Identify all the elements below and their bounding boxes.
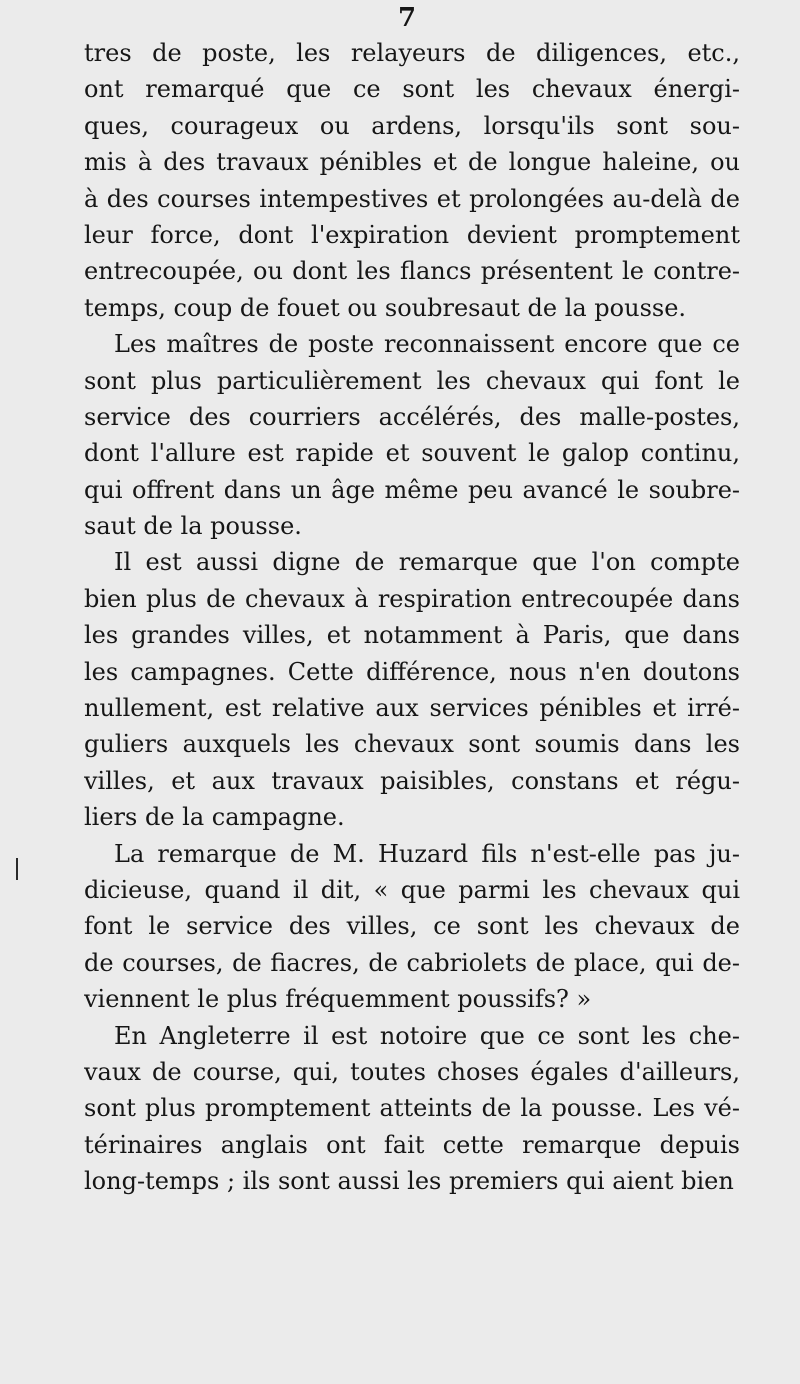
paragraph <box>84 326 740 544</box>
text-line: saut de la pousse. <box>84 512 302 541</box>
page-number: 7 <box>398 3 417 33</box>
text-line: térinaires anglais ont fait cette remarque depuis <box>84 1130 740 1159</box>
text-line: bien plus de chevaux à respiration entrecoupée dans <box>84 584 740 613</box>
text-line: sont plus particulièrement les chevaux qui font le <box>84 366 740 395</box>
text-line: long-temps ; ils sont aussi les premiers qui aient bien <box>84 1167 734 1196</box>
text-line: Il est aussi digne de remarque que l'on compte <box>114 548 740 577</box>
text-line: tres de poste, les relayeurs de diligences, etc., <box>84 39 740 67</box>
text-line: qui offrent dans un âge même peu avancé le soubre- <box>84 475 740 504</box>
text-line: entrecoupée, ou dont les flancs présentent le contre- <box>84 257 740 286</box>
text-line: vaux de course, qui, toutes choses égales d'ailleurs, <box>84 1057 740 1086</box>
text-line: nullement, est relative aux services pénibles et irré- <box>84 694 740 723</box>
text-line: à des courses intempestives et prolongées au-delà de <box>84 184 740 213</box>
paragraph <box>84 1018 740 1200</box>
text-line: La remarque de M. Huzard fils n'est-elle pas ju- <box>114 839 740 868</box>
text-line: sont plus promptement atteints de la pousse. Les vé- <box>84 1094 740 1123</box>
text-line: service des courriers accélérés, des malle-postes, <box>84 402 740 431</box>
text-line: liers de la campagne. <box>84 803 345 832</box>
text-line: En Angleterre il est notoire que ce sont les che- <box>114 1021 740 1050</box>
text-line: Les maîtres de poste reconnaissent encore que ce <box>114 330 740 359</box>
text-line: ques, courageux ou ardens, lorsqu'ils sont sou- <box>84 111 740 140</box>
text-line: viennent le plus fréquemment poussifs? » <box>84 985 592 1014</box>
text-line: dont l'allure est rapide et souvent le galop continu, <box>84 439 740 468</box>
text-line: les grandes villes, et notamment à Paris, que dans <box>84 621 740 650</box>
text-line: villes, et aux travaux paisibles, constans et régu- <box>84 766 740 795</box>
text-line: ont remarqué que ce sont les chevaux énergi- <box>84 75 740 104</box>
paragraph <box>84 836 740 1018</box>
text-line: leur force, dont l'expiration devient promptement <box>84 220 740 249</box>
text-line: dicieuse, quand il dit, « que parmi les chevaux qui <box>84 875 740 904</box>
margin-mark <box>16 858 18 880</box>
text-line: guliers auxquels les chevaux sont soumis dans les <box>84 730 740 759</box>
paragraph <box>84 544 740 835</box>
body-text <box>84 35 740 1200</box>
text-line: de courses, de fiacres, de cabriolets de place, qui de- <box>84 948 740 977</box>
text-line: font le service des villes, ce sont les chevaux de <box>84 912 740 941</box>
text-line: les campagnes. Cette différence, nous n'en doutons <box>84 657 740 686</box>
paragraph <box>84 35 740 326</box>
text-line: mis à des travaux pénibles et de longue haleine, ou <box>84 148 740 177</box>
text-line: temps, coup de fouet ou soubresaut de la pousse. <box>84 293 687 322</box>
